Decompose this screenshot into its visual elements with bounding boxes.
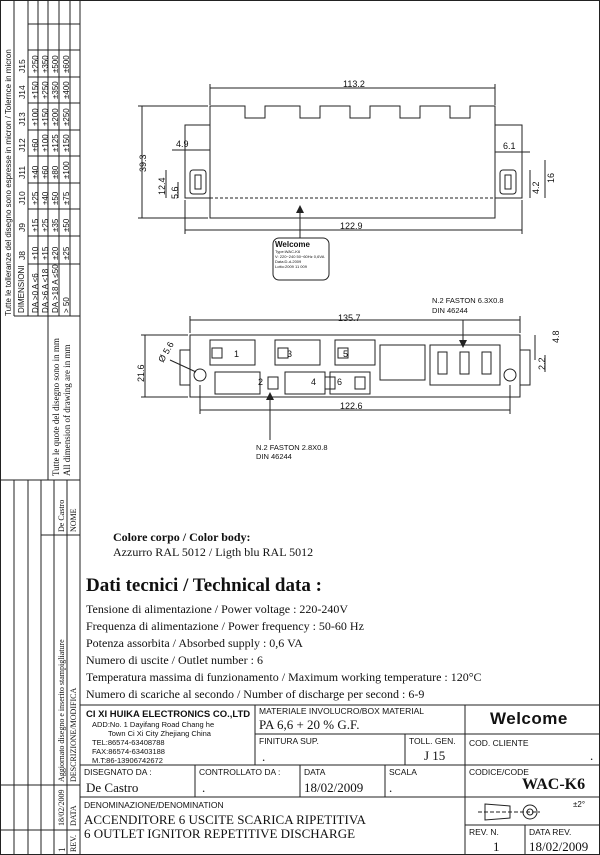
company-fax: FAX:86574-63403188 xyxy=(92,747,165,756)
scale-label: SCALA xyxy=(389,767,417,777)
tol-cell: ±100 xyxy=(62,161,71,179)
outlet-number: 5 xyxy=(343,349,349,359)
desc-header: DESCRIZIONE/MODIFICA xyxy=(69,687,78,782)
drawn-value: De Castro xyxy=(86,780,139,795)
denomination-en: 6 OUTLET IGNITOR REPETITIVE DISCHARGE xyxy=(84,826,356,841)
rev-n-label: REV. N. xyxy=(469,827,499,837)
rev-desc-1: Aggiornato disegno e inserito stampigliature xyxy=(57,639,66,782)
rev-num-1: 1 xyxy=(57,847,67,852)
outlet-number: 1 xyxy=(234,349,240,359)
tol-cell: DA >18 A ≤50 xyxy=(51,264,60,313)
tol-cell: ±250 xyxy=(62,108,71,126)
checked-label: CONTROLLATO DA : xyxy=(199,767,281,777)
tol-cell: DA >6 A ≤18 xyxy=(41,268,50,313)
tol-cell: ±25 xyxy=(41,218,50,232)
company-mt: M.T:86-13906742672 xyxy=(92,756,163,765)
tol-cell: ±500 xyxy=(51,55,60,73)
faston-bottom-din: DIN 46244 xyxy=(256,452,292,461)
welcome-logo: Welcome xyxy=(490,709,568,728)
tol-cell: ±400 xyxy=(62,81,71,99)
tol-cell: DA >0 A ≤6 xyxy=(31,273,40,313)
company-address-2: Town Ci Xi City Zhejiang China xyxy=(108,729,211,738)
date-rev-label: DATA REV. xyxy=(529,827,572,837)
outlet-number: 6 xyxy=(337,377,343,387)
rev-name-1: De Castro xyxy=(57,499,66,532)
tech-line: Numero di scariche al secondo / Number of discharge per second : 6-9 xyxy=(86,687,425,701)
product-label xyxy=(275,240,327,269)
denomination-it: ACCENDITORE 6 USCITE SCARICA RIPETITIVA xyxy=(84,812,366,827)
tol-cell: ±80 xyxy=(51,165,60,179)
company-block xyxy=(86,709,254,765)
dim-h1: 12.4 xyxy=(157,177,167,195)
dim-bottom-overall: 135.7 xyxy=(338,313,361,323)
dim-right-notch: 6.1 xyxy=(503,141,516,151)
dim-bottom-width: 122.9 xyxy=(340,221,363,231)
tol-cell: ±25 xyxy=(31,191,40,205)
tech-title: Dati tecnici / Technical data : xyxy=(86,575,322,596)
tol-cell: ±20 xyxy=(51,246,60,260)
projection-tolerance: ±2° xyxy=(573,800,586,809)
tol-cell: ±40 xyxy=(31,165,40,179)
tol-cell: ±40 xyxy=(41,191,50,205)
dim-bottom-height: 21.6 xyxy=(136,364,146,382)
tech-line: Potenza assorbita / Absorbed supply : 0,6 VA xyxy=(86,636,303,650)
tol-cell: ±350 xyxy=(41,55,50,73)
finish-label: FINITURA SUP. xyxy=(259,736,319,746)
finish-value: . xyxy=(262,749,266,764)
label-brand: Welcome xyxy=(275,240,310,249)
label-line-2: V: 220~240 50~60Hz 0,6VA xyxy=(275,254,325,259)
scale-value: . xyxy=(389,780,393,795)
tol-cell: ±15 xyxy=(31,218,40,232)
faston-top-din: DIN 46244 xyxy=(432,306,468,315)
outlet-number: 3 xyxy=(287,349,293,359)
label-line-1: Type:WAC-K6 xyxy=(275,249,301,254)
tol-header-j14: J14 xyxy=(17,85,27,99)
toll-label: TOLL. GEN. xyxy=(409,736,456,746)
tech-line: Tensione di alimentazione / Power voltage : 220-240V xyxy=(86,602,349,616)
tol-header-j9: J9 xyxy=(17,223,27,232)
checked-value: . xyxy=(202,780,206,795)
dim-r2: 16 xyxy=(546,172,556,183)
tol-cell: ±600 xyxy=(62,55,71,73)
name-header: NOME xyxy=(69,508,78,532)
label-line-3: Data:D-d-2009 xyxy=(275,259,302,264)
client-label: COD. CLIENTE xyxy=(469,738,529,748)
tol-cell: ±150 xyxy=(41,108,50,126)
company-name: CI XI HUIKA ELECTRONICS CO.,LTD xyxy=(86,709,251,720)
tol-cell: ±60 xyxy=(31,138,40,152)
rev-date-1: 18/02/2009 xyxy=(57,789,66,826)
color-body-value: Azzurro RAL 5012 / Ligth blu RAL 5012 xyxy=(113,545,314,559)
dim-hole-dia: Ø 5.6 xyxy=(156,339,176,365)
dim-bottom-r1: 4.8 xyxy=(551,330,561,343)
tol-header-j8: J8 xyxy=(17,251,27,260)
dim-bottom-r2: 2.2 xyxy=(537,357,547,370)
faston-top-label: N.2 FASTON 6.3X0.8 xyxy=(432,296,504,305)
quote-note-en: All dimension of drawing are in mm xyxy=(62,344,72,476)
tol-cell: ±200 xyxy=(51,108,60,126)
tolerance-header: Tutte le tolleranze del disegno sono espresse in micron / Tolernce in micron xyxy=(4,49,13,316)
tol-cell: ±15 xyxy=(41,246,50,260)
label-line-4: Lotto:2009 11 009 xyxy=(275,264,307,269)
code-value: WAC-K6 xyxy=(522,776,586,793)
company-address-1: ADD:No. 1 Dayifang Road Chang he xyxy=(92,720,215,729)
date-label: DATA xyxy=(304,767,326,777)
dim-bottom-inner: 122.6 xyxy=(340,401,363,411)
tol-cell: ±50 xyxy=(62,218,71,232)
drawn-label: DISEGNATO DA : xyxy=(84,767,152,777)
tol-header-j11: J11 xyxy=(17,165,27,179)
tech-line: Frequenza di alimentazione / Power frequency : 50-60 Hz xyxy=(86,619,364,633)
tol-cell: ±35 xyxy=(51,218,60,232)
tol-header-j12: J12 xyxy=(17,138,27,152)
tol-cell: ±100 xyxy=(41,134,50,152)
tol-cell: ±150 xyxy=(62,134,71,152)
dim-left-notch: 4.9 xyxy=(176,139,189,149)
faston-bottom-label: N.2 FASTON 2.8X0.8 xyxy=(256,443,328,452)
tol-cell: ±150 xyxy=(31,81,40,99)
quote-note-it: Tutte le quote del disegno sono in mm xyxy=(51,338,61,476)
tech-line: Temperatura massima di funzionamento / Maximum working temperature : 120°C xyxy=(86,670,482,684)
outlet-number: 2 xyxy=(258,377,264,387)
code-label: CODICE/CODE xyxy=(469,767,529,777)
tol-cell: ±50 xyxy=(51,191,60,205)
rev-n-value: 1 xyxy=(493,839,500,854)
tech-line: Numero di uscite / Outlet number : 6 xyxy=(86,653,263,667)
toll-value: J 15 xyxy=(424,748,446,763)
rev-header: REV. xyxy=(69,835,78,852)
tol-header-j13: J13 xyxy=(17,112,27,126)
dim-top-width: 113.2 xyxy=(343,79,365,89)
tol-cell: ±250 xyxy=(41,81,50,99)
date-value: 18/02/2009 xyxy=(304,780,364,795)
company-tel: TEL:86574-63408788 xyxy=(92,738,165,747)
client-value: . xyxy=(590,748,594,763)
tol-cell: > 50 xyxy=(62,297,71,313)
tol-cell: ±60 xyxy=(41,165,50,179)
date-rev-value: 18/02/2009 xyxy=(529,839,589,854)
dim-r1: 4.2 xyxy=(531,181,541,194)
dim-height: 39.3 xyxy=(138,154,148,172)
outlet-number: 4 xyxy=(311,377,317,387)
tol-cell: ±250 xyxy=(31,55,40,73)
dim-h2: 5.6 xyxy=(170,186,180,199)
tol-header-j15: J15 xyxy=(17,59,27,73)
tol-cell: ±350 xyxy=(51,81,60,99)
date-header: DATA xyxy=(69,805,78,826)
material-label: MATERIALE INVOLUCRO/BOX MATERIAL xyxy=(259,706,424,716)
tol-cell: ±25 xyxy=(62,246,71,260)
tol-cell: ±125 xyxy=(51,134,60,152)
color-body-title: Colore corpo / Color body: xyxy=(113,530,251,544)
tol-cell: ±100 xyxy=(31,108,40,126)
tol-header-dim: DIMENSIONI xyxy=(17,265,26,313)
tol-header-j10: J10 xyxy=(17,191,27,205)
tol-cell: ±75 xyxy=(62,191,71,205)
tol-cell: ±10 xyxy=(31,246,40,260)
material-value: PA 6,6 + 20 % G.F. xyxy=(259,717,360,732)
denomination-label: DENOMINAZIONE/DENOMINATION xyxy=(84,800,224,810)
